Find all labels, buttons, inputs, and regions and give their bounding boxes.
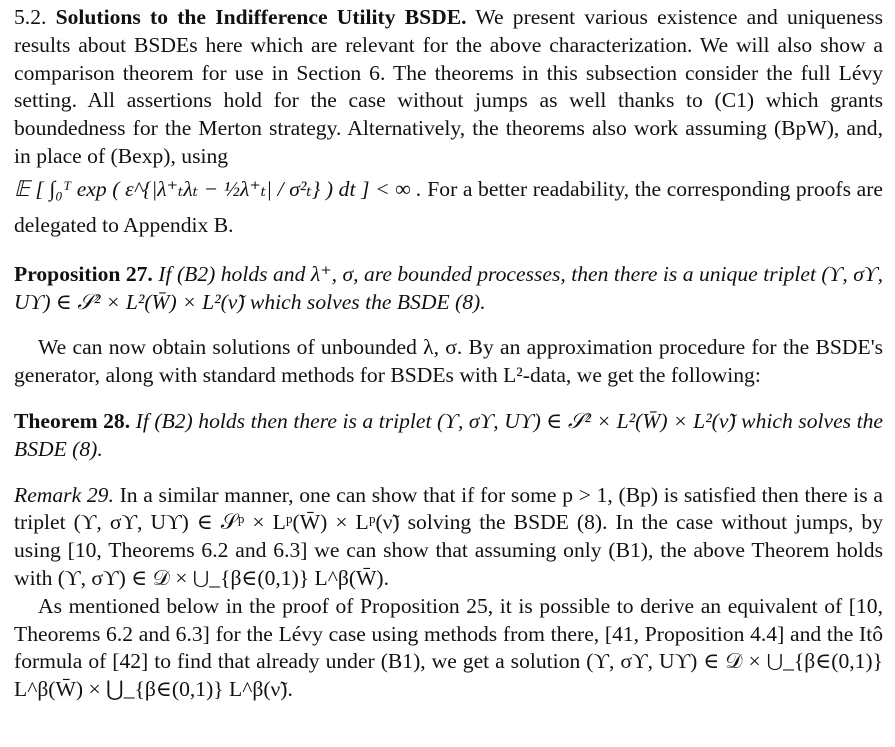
paragraph-unbounded: We can now obtain solutions of unbounded λ, σ. By an approximation procedure for the BSDE's generator, along with standard methods for BSDEs with L²-data, we get the following:	[14, 335, 883, 388]
theorem-label: Theorem 28.	[14, 408, 131, 433]
remark-label: Remark 29.	[14, 482, 114, 507]
section-intro-paragraph	[14, 4, 883, 171]
proposition-text: If (B2) holds and λ⁺, σ, are bounded processes, then there is a unique triplet (ϒ, σϒ, Uϒ) ∈ 𝒮² × L²(W̄) × L²(ν̃) which solves the BSDE (8).	[14, 261, 883, 314]
remark-text: In a similar manner, one can show that if for some p > 1, (Bp) is satisfied then there is a triplet (ϒ, σϒ, Uϒ) ∈ 𝒮ᵖ × Lᵖ(W̄) × Lᵖ(ν̃) solving the BSDE (8). In the case without jumps, by using [10, Theorems 6.2 and 6.3] we can show that assuming only (B1), the above Theorem holds with (ϒ, σϒ) ∈ 𝒟 × ⋃_{β∈(0,1)} L^β(W̄).	[14, 482, 883, 590]
proposition-27	[14, 261, 883, 317]
after-formula-text: For a better readability, the corresponding proofs are delegated to Appendix B.	[14, 176, 883, 237]
remark-29	[14, 482, 883, 593]
paragraph-levy-case: As mentioned below in the proof of Proposition 25, it is possible to derive an equivalent of [10, Theorems 6.2 and 6.3] for the Lévy case using methods from there, [41, Proposition 4.4] and the Itô formula of [42] to find that already under (B1), we get a solution (ϒ, σϒ, Uϒ) ∈ 𝒟 × ⋃_{β∈(0,1)} L^β(W̄) × ⋃_{β∈(0,1)} L^β(ν̃).	[14, 593, 883, 702]
proposition-label: Proposition 27.	[14, 261, 153, 286]
theorem-28	[14, 408, 883, 464]
section-intro-text: We present various existence and uniqueness results about BSDEs here which are relevant for the above characterization. We will also show a comparison theorem for use in Section 6. The theorems in this subsection consider the full Lévy setting. All assertions hold for the case without jumps as well thanks to (C1) which grants boundedness for the Merton strategy. Alternatively, the theorems also work assuming (BpW), and, in place of (Bexp), using	[14, 5, 884, 168]
section-title: Solutions to the Indifference Utility BSDE.	[55, 5, 467, 29]
formula-line	[14, 171, 883, 243]
theorem-text: If (B2) holds then there is a triplet (ϒ, σϒ, Uϒ) ∈ 𝒮² × L²(W̄) × L²(ν̃) which solves the BSDE (8).	[14, 408, 883, 461]
section-number: 5.2.	[14, 5, 47, 29]
expectation-formula: 𝔼 [ ∫₀ᵀ exp ( ε^{|λ⁺ₜλₜ − ½λ⁺ₜ| / σ²ₜ} ) dt ] < ∞ .	[14, 176, 422, 201]
